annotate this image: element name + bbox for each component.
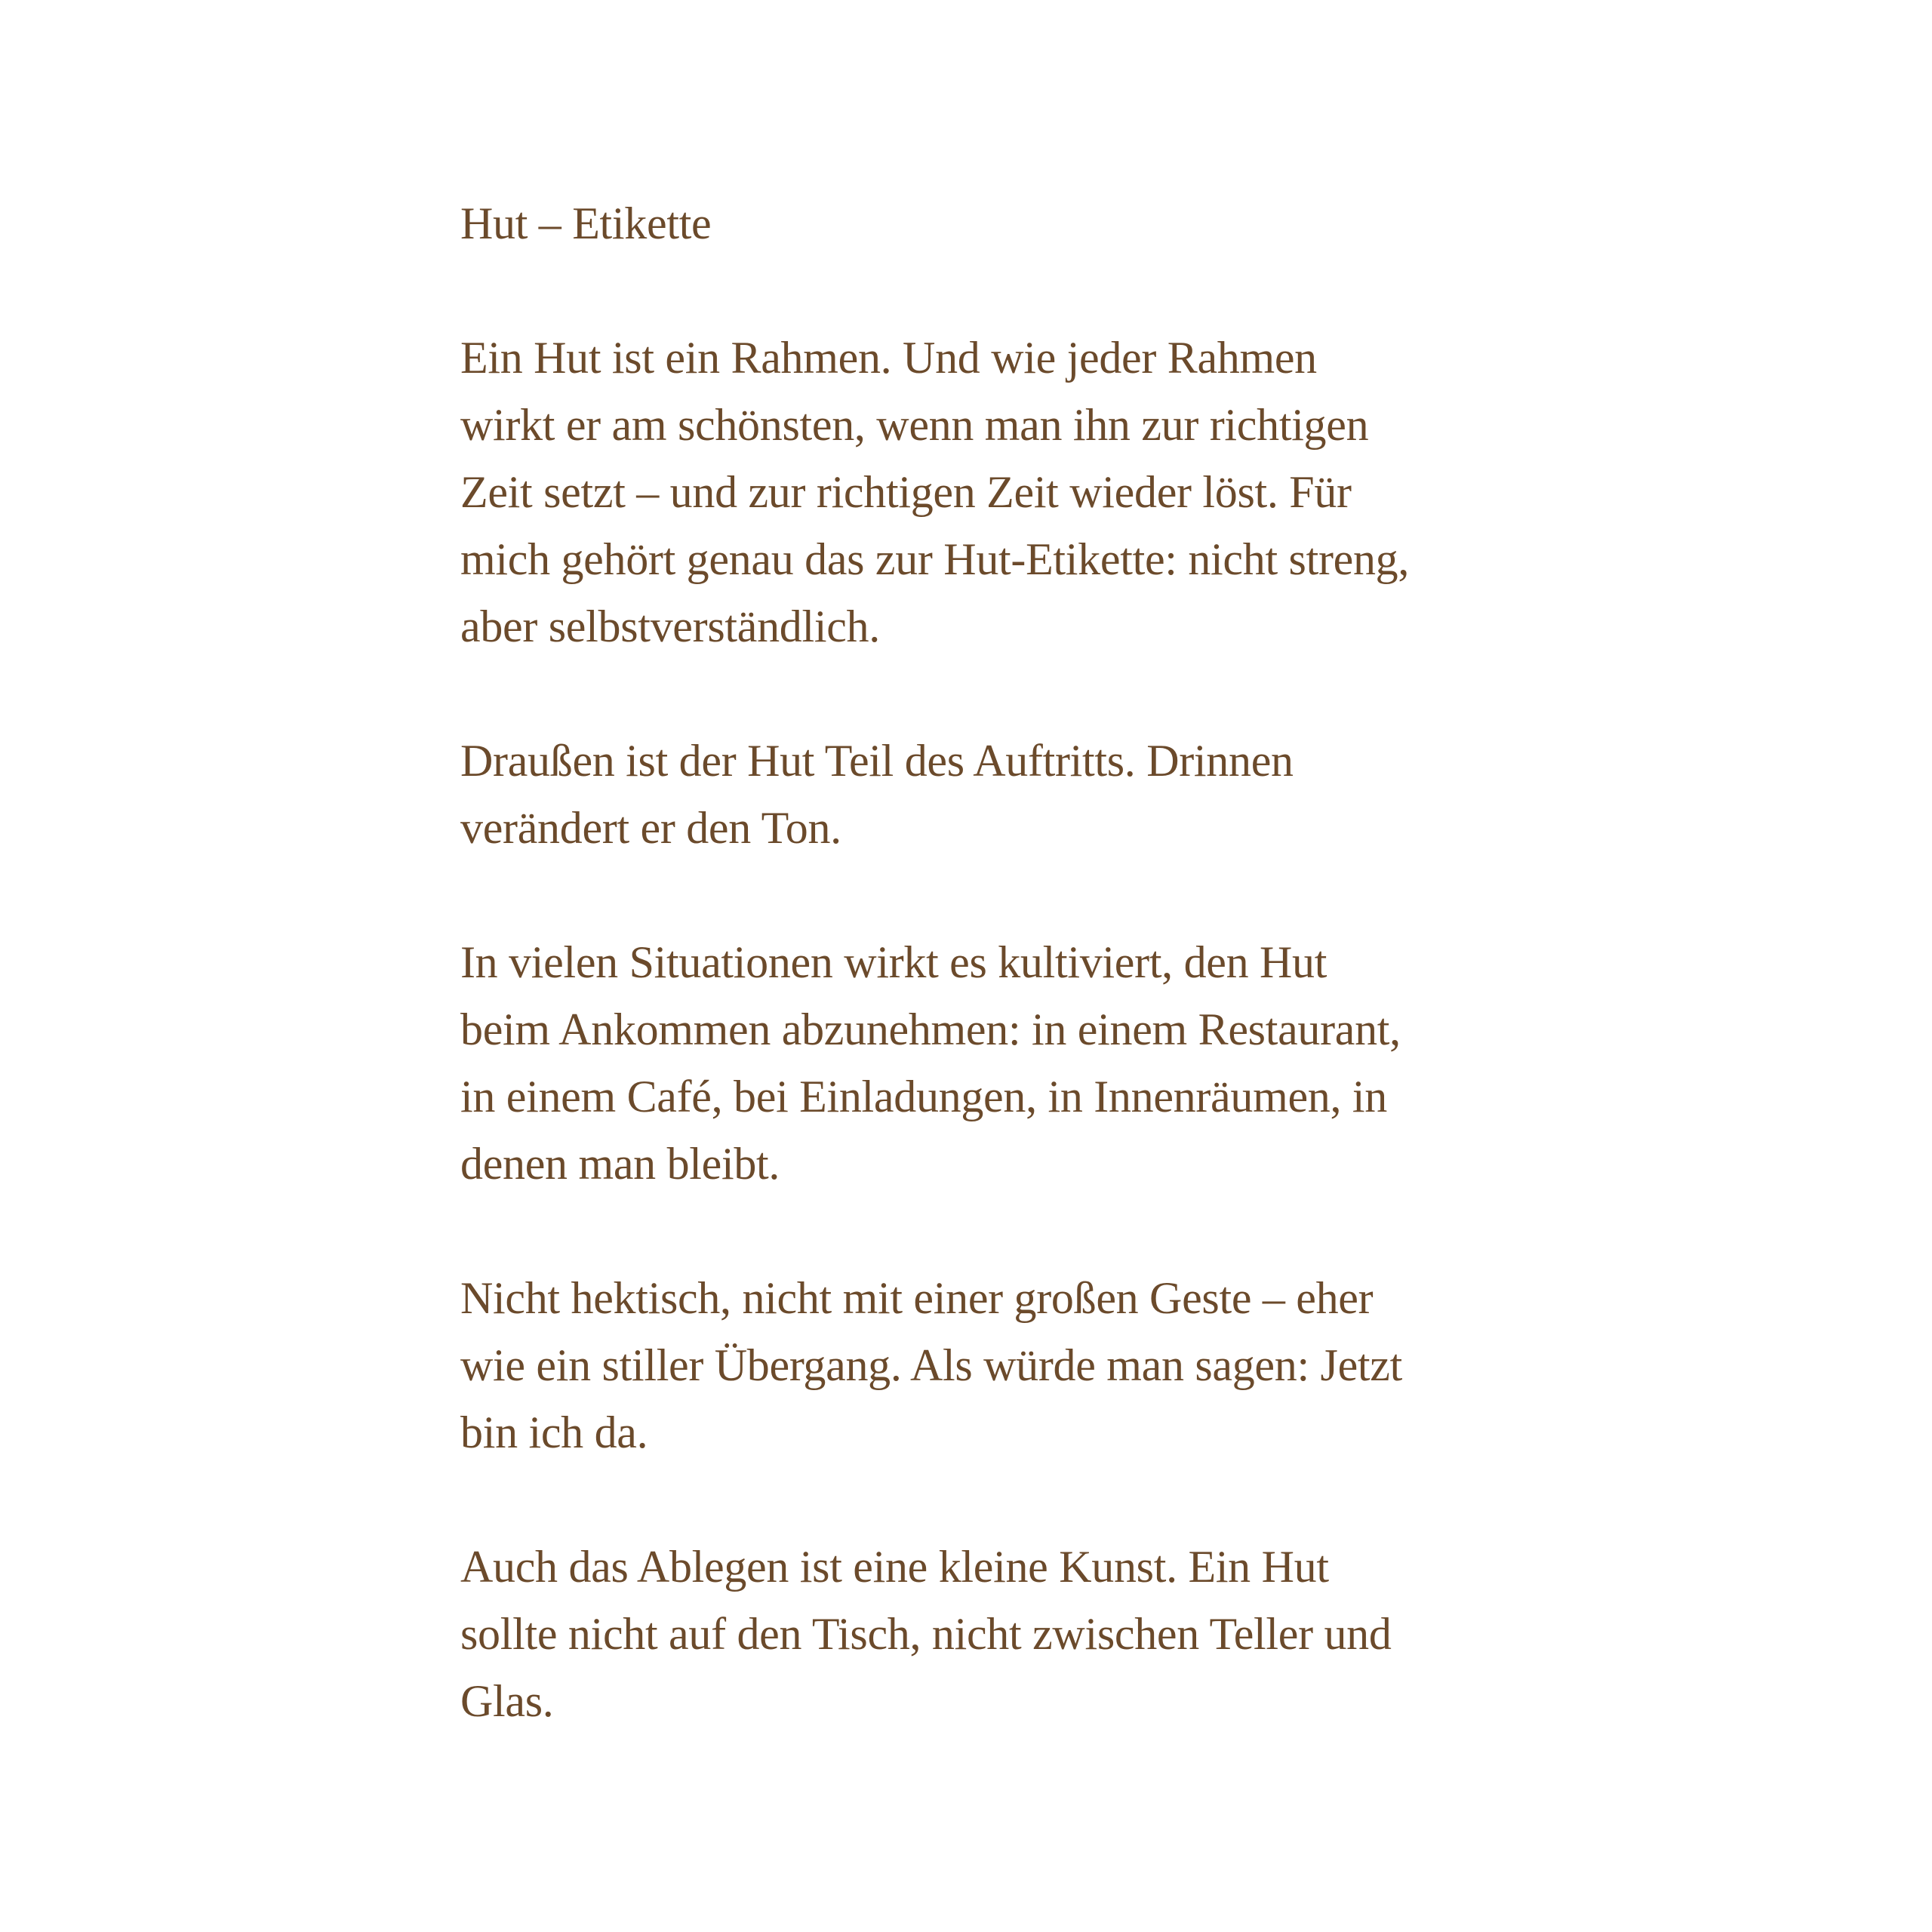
text-line: Glas.	[460, 1676, 554, 1726]
paragraph-4	[460, 1265, 1517, 1466]
text-line: bin ich da.	[460, 1407, 648, 1457]
text-line: wie ein stiller Übergang. Als würde man sagen: Jetzt	[460, 1340, 1402, 1390]
paragraph-3	[460, 929, 1517, 1198]
text-line: Zeit setzt – und zur richtigen Zeit wieder löst. Für	[460, 467, 1352, 517]
text-line: denen man bleibt.	[460, 1139, 780, 1189]
text-line: Ein Hut ist ein Rahmen. Und wie jeder Rahmen	[460, 333, 1317, 383]
text-line: aber selbstverständlich.	[460, 601, 880, 651]
text-line: mich gehört genau das zur Hut-Etikette: nicht streng,	[460, 534, 1410, 584]
text-line: verändert er den Ton.	[460, 803, 841, 853]
text-line: Draußen ist der Hut Teil des Auftritts. Drinnen	[460, 736, 1294, 786]
paragraph-2	[460, 728, 1517, 862]
document-title: Hut – Etikette	[460, 198, 712, 248]
paragraph-5	[460, 1534, 1517, 1735]
text-line: in einem Café, bei Einladungen, in Innenräumen, in	[460, 1072, 1387, 1121]
paragraph-1	[460, 325, 1517, 660]
text-line: Auch das Ablegen ist eine kleine Kunst. Ein Hut	[460, 1542, 1329, 1592]
text-column	[460, 190, 1517, 1802]
text-line: Nicht hektisch, nicht mit einer großen Geste – eher	[460, 1273, 1374, 1323]
text-line: beim Ankommen abzunehmen: in einem Restaurant,	[460, 1004, 1401, 1054]
text-line: In vielen Situationen wirkt es kultiviert, den Hut	[460, 937, 1327, 987]
text-line: sollte nicht auf den Tisch, nicht zwischen Teller und	[460, 1609, 1392, 1659]
text-line: wirkt er am schönsten, wenn man ihn zur richtigen	[460, 400, 1369, 450]
